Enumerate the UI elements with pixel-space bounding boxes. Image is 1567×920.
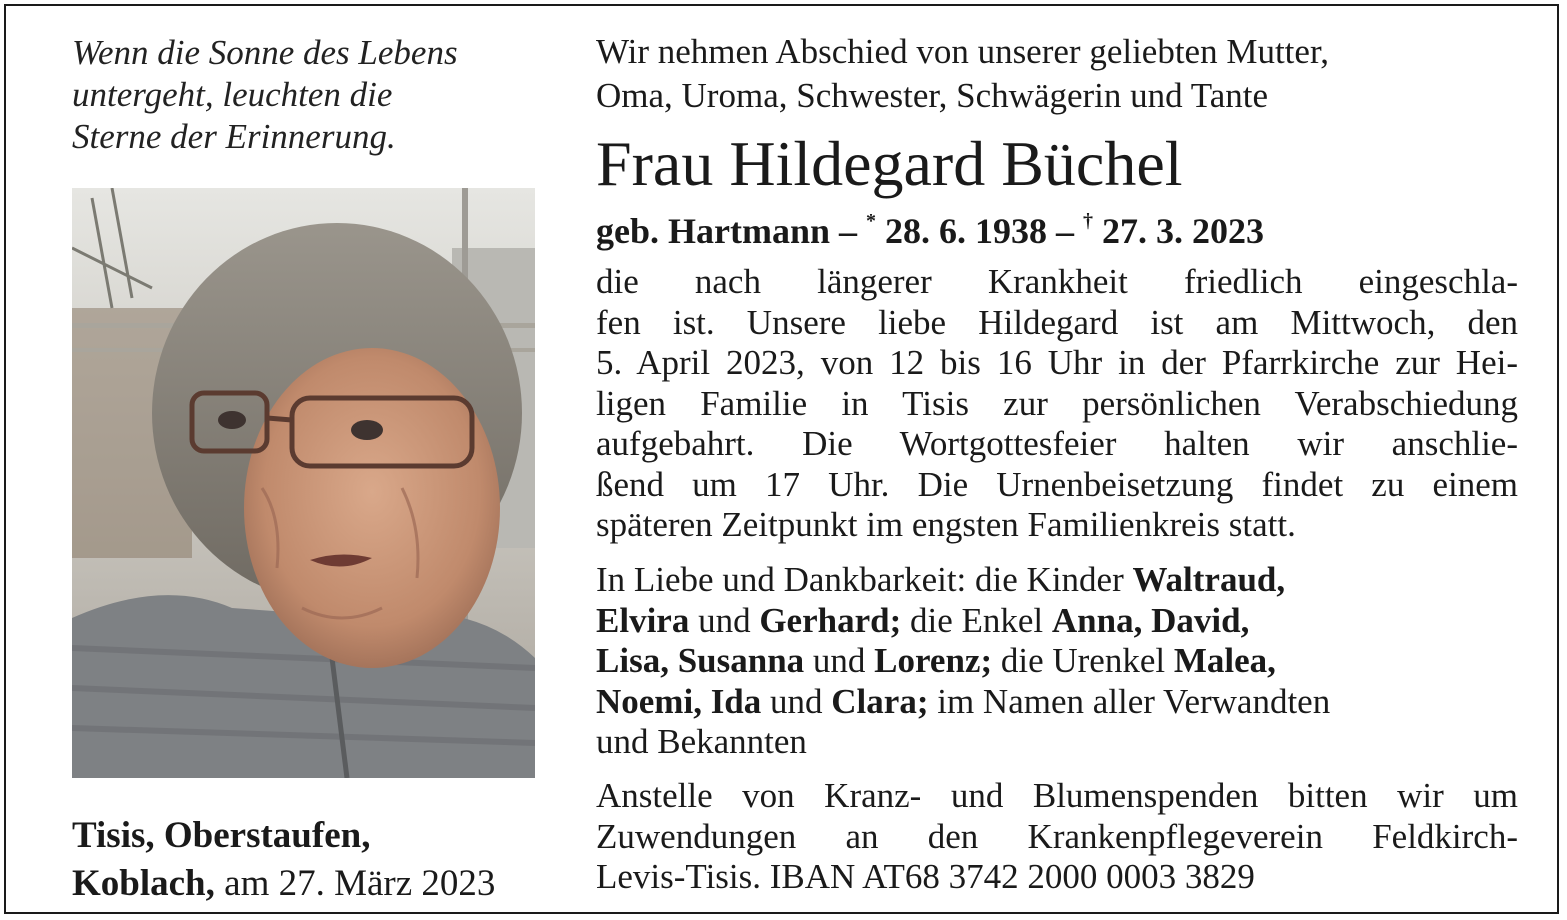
birth-star: * [866, 210, 876, 232]
family-text: In Liebe und Dankbarkeit: die Kinder [596, 560, 1133, 599]
family-names: Clara; [831, 681, 929, 721]
donation-request [596, 776, 1518, 898]
family-line [596, 601, 1518, 642]
donation-line: Zuwendungen an den Krankenpflegeverein Feldkirch- [596, 816, 1518, 856]
body-line: aufgebahrt. Die Wortgottesfeier halten wir anschlie- [596, 424, 1518, 463]
place-and-date [72, 812, 552, 908]
body-line: die nach längerer Krankheit friedlich eingeschla- [596, 262, 1518, 301]
body-line: 5. April 2023, von 12 bis 16 Uhr in der Pfarrkirche zur Hei- [596, 343, 1518, 382]
family-text: und [804, 641, 875, 680]
family-names: Noemi, Ida [596, 681, 762, 721]
intro-line: Wir nehmen Abschied von unserer geliebten Mutter, [596, 32, 1329, 71]
family-names: Lorenz; [874, 641, 993, 680]
family-text: und [761, 681, 832, 721]
intro-line: Oma, Uroma, Schwester, Schwägerin und Tante [596, 76, 1268, 115]
death-date: 27. 3. 2023 [1093, 211, 1264, 251]
deceased-name: Frau Hildegard Büchel [596, 128, 1183, 199]
family-names: Lisa, Susanna [596, 641, 805, 680]
death-cross: † [1083, 210, 1093, 232]
maiden-name: geb. Hartmann – [596, 211, 866, 251]
donation-line: Anstelle von Kranz- und Blumenspenden bitten wir um [596, 776, 1518, 815]
quote-line: untergeht, leuchten die [72, 75, 393, 114]
family-line [596, 560, 1518, 601]
family-names: Gerhard; [759, 600, 902, 640]
body-line: ligen Familie in Tisis zur persönlichen Verabschiedung [596, 383, 1518, 423]
birth-death-line [596, 196, 1518, 256]
quote-line: Sterne der Erinnerung. [72, 117, 396, 156]
family-names: Elvira [596, 600, 690, 640]
family-names: Waltraud, [1132, 560, 1286, 599]
family-text: im Namen aller Verwandten [928, 681, 1331, 721]
family-names: Malea, [1173, 641, 1276, 680]
family-text: die Urenkel [992, 641, 1174, 680]
quote-line: Wenn die Sonne des Lebens [72, 33, 458, 72]
family-line: und Bekannten [596, 722, 807, 761]
family-line [596, 641, 1518, 682]
portrait-photo [72, 188, 535, 778]
intro-text [596, 30, 1518, 118]
family-names: Anna, David, [1051, 600, 1250, 640]
family-text: die Enkel [901, 600, 1052, 640]
place-line-2 [72, 860, 552, 908]
family-line [596, 682, 1518, 723]
body-line: späteren Zeitpunkt im engsten Familienkreis statt. [596, 505, 1296, 544]
body-line: fen ist. Unsere liebe Hildegard ist am Mittwoch, den [596, 302, 1518, 342]
donation-line: Levis-Tisis. IBAN AT68 3742 2000 0003 3829 [596, 857, 1255, 896]
family-mourners [596, 560, 1518, 763]
memorial-quote [72, 32, 552, 158]
body-line: ßend um 17 Uhr. Die Urnenbeisetzung findet zu einem [596, 464, 1518, 504]
birth-date: 28. 6. 1938 – [876, 211, 1083, 251]
place-koblach: Koblach, [72, 863, 215, 904]
announcement-body [596, 262, 1518, 546]
date-text: am 27. März 2023 [214, 863, 496, 904]
place-line-1: Tisis, Oberstaufen, [72, 815, 371, 856]
family-text: und [689, 600, 760, 640]
